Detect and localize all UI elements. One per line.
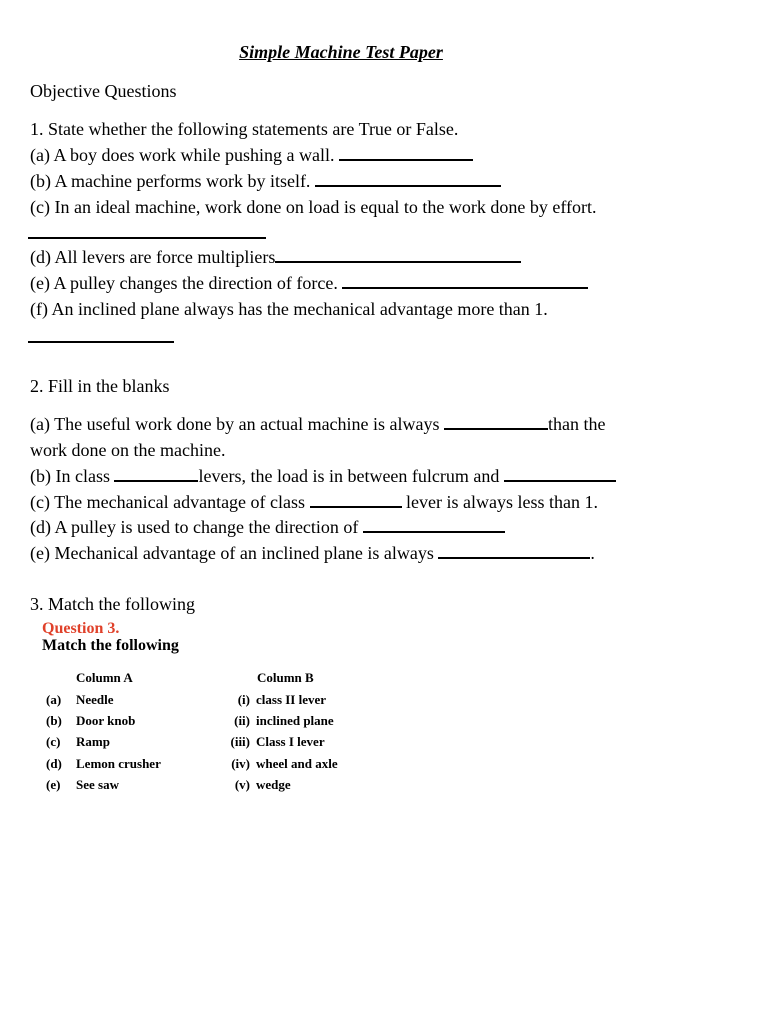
column-a-item-text: See saw: [76, 777, 119, 792]
q2-item-b-blank-2[interactable]: [504, 466, 616, 482]
q1-item-e-text: (e) A pulley changes the direction of force.: [30, 273, 338, 293]
q2-item-b-text-1: (b) In class: [30, 466, 110, 486]
column-a-item-label: (c): [46, 734, 61, 749]
column-b-item-text: wheel and axle: [256, 756, 338, 771]
image-question-label: Question 3.: [42, 620, 120, 637]
q1-item-e-blank[interactable]: [342, 273, 588, 289]
column-b-item-label: (ii): [234, 713, 250, 728]
column-b-item: [218, 756, 338, 772]
column-b-item: [218, 777, 291, 793]
q2-item-b-text-2: levers, the load is in between fulcrum and: [198, 466, 500, 486]
q1-item-c-text: (c) In an ideal machine, work done on load is equal to the work done by effort.: [30, 197, 597, 217]
column-b-header: Column B: [257, 670, 314, 685]
column-b-item-text: inclined plane: [256, 713, 334, 728]
q1-item-b-blank[interactable]: [315, 171, 501, 187]
q1-item-f-text: (f) An inclined plane always has the mechanical advantage more than 1.: [30, 299, 548, 319]
match-the-following-image: [38, 618, 368, 803]
column-b-item-label: (iv): [231, 756, 250, 771]
column-b-item: [218, 734, 325, 750]
column-a-item-text: Needle: [76, 692, 114, 707]
q2-item-c-text-1: (c) The mechanical advantage of class: [30, 492, 306, 512]
q2-item-d: [30, 516, 505, 538]
column-a-item-label: (b): [46, 713, 62, 728]
column-b-item-text: wedge: [256, 777, 291, 792]
column-a-item-text: Door knob: [76, 713, 136, 728]
q2-item-e-blank[interactable]: [438, 543, 590, 559]
q1-item-c-blank[interactable]: [28, 237, 266, 239]
q1-item-b-text: (b) A machine performs work by itself.: [30, 171, 311, 191]
q2-item-e: [30, 542, 595, 564]
column-a-item-label: (e): [46, 777, 61, 792]
q1-item-a-text: (a) A boy does work while pushing a wall.: [30, 145, 335, 165]
q2-heading: 2. Fill in the blanks: [30, 376, 170, 396]
q2-item-b-blank-1[interactable]: [114, 466, 198, 482]
q2-item-a-text-2: than the: [548, 414, 606, 434]
q2-item-e-text: (e) Mechanical advantage of an inclined plane is always: [30, 543, 434, 563]
q1-item-f-blank[interactable]: [28, 341, 174, 343]
q2-item-b: [30, 465, 616, 487]
q2-item-d-blank[interactable]: [363, 517, 505, 533]
column-a-item-label: (a): [46, 692, 62, 707]
column-a-item-text: Ramp: [76, 734, 110, 749]
section-heading-objective: Objective Questions: [30, 81, 177, 101]
column-a-item: [46, 756, 161, 772]
q2-item-a-text-1: (a) The useful work done by an actual machine is always: [30, 414, 440, 434]
q1-item-b: [30, 170, 501, 192]
q2-item-c: [30, 491, 598, 513]
column-b-item-label: (iii): [230, 734, 250, 749]
column-a-item: [46, 692, 114, 708]
column-a-item: [46, 713, 135, 729]
q2-item-c-blank[interactable]: [310, 492, 402, 508]
q2-item-e-end: .: [590, 543, 595, 563]
q1-item-e: [30, 272, 588, 294]
q2-item-a: [30, 413, 606, 435]
column-a-item: [46, 777, 119, 793]
column-a-header: Column A: [76, 670, 133, 685]
column-a-item: [46, 734, 110, 750]
column-b-item-text: Class I lever: [256, 734, 325, 749]
q1-heading: 1. State whether the following statements are True or False.: [30, 119, 459, 139]
q2-item-a-line-2: work done on the machine.: [30, 440, 226, 460]
image-subtitle: Match the following: [42, 637, 179, 654]
column-a-item-text: Lemon crusher: [76, 756, 161, 771]
column-b-item: [218, 692, 326, 708]
q1-item-d-text: (d) All levers are force multipliers: [30, 247, 276, 267]
column-a-item-label: (d): [46, 756, 62, 771]
column-b-item: [218, 713, 334, 729]
column-b-item-label: (v): [234, 777, 250, 792]
page-title: Simple Machine Test Paper: [239, 42, 443, 62]
q2-item-a-blank[interactable]: [444, 414, 548, 430]
q2-item-c-text-2: lever is always less than 1.: [406, 492, 598, 512]
q1-item-d: [30, 246, 521, 268]
q2-item-d-text: (d) A pulley is used to change the direction of: [30, 517, 359, 537]
q3-heading: 3. Match the following: [30, 594, 195, 614]
q1-item-a: [30, 144, 473, 166]
column-b-item-label: (i): [237, 692, 250, 707]
q1-item-d-blank[interactable]: [275, 247, 521, 263]
column-b-item-text: class II lever: [256, 692, 327, 707]
q1-item-a-blank[interactable]: [339, 145, 473, 161]
